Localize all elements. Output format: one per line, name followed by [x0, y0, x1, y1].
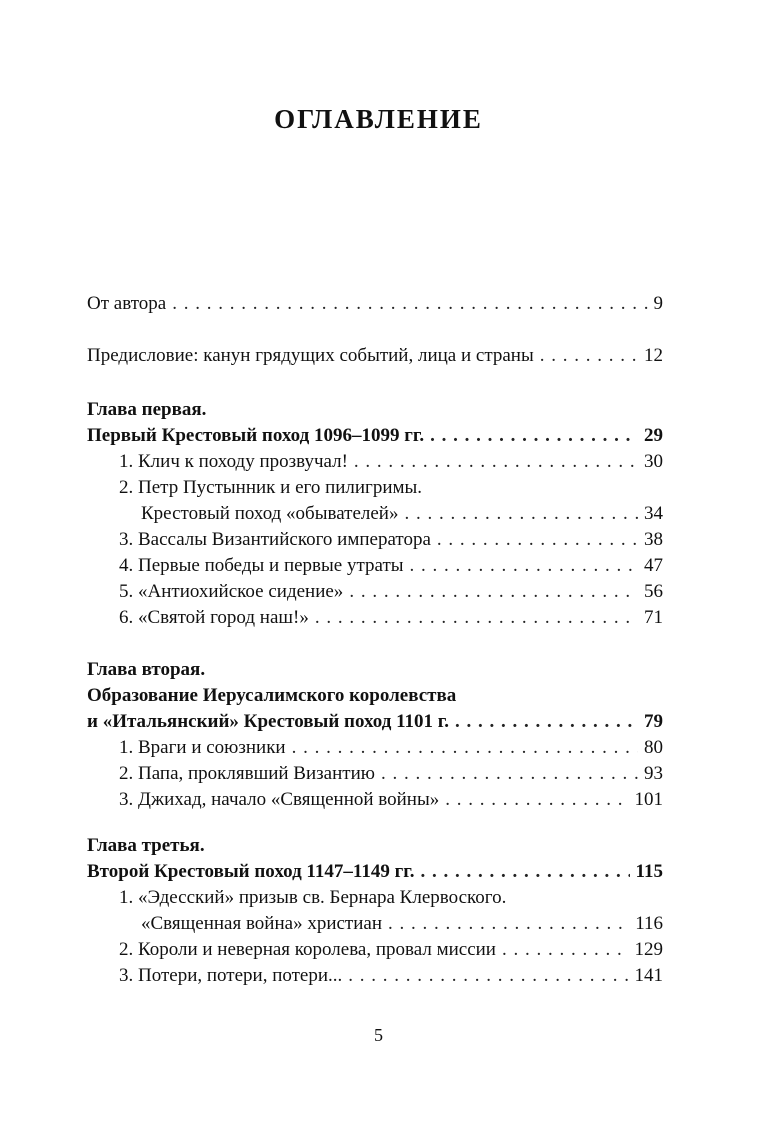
leader-dots: [315, 605, 638, 631]
leader-dots: [348, 963, 628, 989]
toc-entry-section[interactable]: [119, 787, 663, 813]
leader-dots: [349, 579, 638, 605]
leader-dots: [445, 787, 628, 813]
toc-entry-section[interactable]: [141, 911, 663, 937]
toc-entry-title: 3. Вассалы Византийского императора: [119, 529, 431, 550]
toc-entry-title: 1. Клич к походу прозвучал!: [119, 451, 348, 472]
leader-dots: [292, 735, 638, 761]
toc-entry-section-line[interactable]: 2. Петр Пустынник и его пилигримы.: [119, 477, 423, 498]
toc-entry-section[interactable]: [119, 937, 663, 963]
toc-entry-section[interactable]: [119, 579, 663, 605]
toc-entry-page: 116: [635, 913, 663, 934]
toc-entry-title: 1. Враги и союзники: [119, 737, 286, 758]
toc-entry-title: Предисловие: канун грядущих событий, лица и страны: [87, 345, 534, 366]
toc-entry-page: 56: [644, 581, 663, 602]
toc-entry-author[interactable]: [87, 291, 663, 317]
toc-entry-section[interactable]: [119, 761, 663, 787]
leader-dots: [410, 553, 638, 579]
toc-entry-page: 129: [634, 939, 663, 960]
toc-entry-page: 141: [634, 965, 663, 986]
toc-entry-title: Второй Крестовый поход 1147–1149 гг.: [87, 861, 415, 882]
leader-dots: [502, 937, 629, 963]
toc-entry-section[interactable]: [141, 501, 663, 527]
toc-entry-page: 30: [644, 451, 663, 472]
toc-entry-title: и «Итальянский» Крестовый поход 1101 г.: [87, 711, 450, 732]
leader-dots: [430, 423, 638, 449]
leader-dots: [420, 859, 629, 885]
toc-entry-title: 4. Первые победы и первые утраты: [119, 555, 404, 576]
chapter-2-title-line[interactable]: Образование Иерусалимского королевства: [87, 685, 457, 706]
toc-entry-page: 47: [644, 555, 663, 576]
toc-entry-title: Крестовый поход «обывателей»: [141, 503, 399, 524]
toc-entry-page: 101: [634, 789, 663, 810]
toc-entry-section[interactable]: [119, 449, 663, 475]
toc-entry-title: 3. Джихад, начало «Священной войны»: [119, 789, 440, 810]
toc-entry-section[interactable]: [119, 735, 663, 761]
toc-entry-page: 71: [644, 607, 663, 628]
page-title: ОГЛАВЛЕНИЕ: [274, 104, 483, 134]
toc-entry-page: 38: [644, 529, 663, 550]
toc-entry-title: 3. Потери, потери, потери...: [119, 965, 343, 986]
toc-entry-section[interactable]: [119, 553, 663, 579]
page-number: 5: [374, 1025, 383, 1045]
toc-entry-page: 9: [653, 293, 663, 314]
toc-entry-section[interactable]: [119, 605, 663, 631]
toc-entry-chapter-1[interactable]: [87, 423, 663, 449]
toc-entry-page: 29: [644, 425, 663, 446]
toc-entry-section-line[interactable]: 1. «Эдесский» призыв св. Бернара Клервоского.: [119, 887, 507, 908]
toc-entry-page: 93: [644, 763, 663, 784]
toc-entry-title: 5. «Антиохийское сидение»: [119, 581, 344, 602]
toc-entry-page: 34: [644, 503, 663, 524]
leader-dots: [437, 527, 638, 553]
chapter-2-label: Глава вторая.: [87, 659, 206, 680]
toc-entry-title: 2. Папа, проклявший Византию: [119, 763, 375, 784]
toc-entry-page: 12: [644, 345, 663, 366]
toc-entry-page: 80: [644, 737, 663, 758]
leader-dots: [381, 761, 638, 787]
toc-entry-title: От автора: [87, 293, 167, 314]
toc-entry-preface[interactable]: [87, 343, 663, 369]
chapter-3-label: Глава третья.: [87, 835, 205, 856]
toc-entry-chapter-3[interactable]: [87, 859, 663, 885]
toc-entry-title: Первый Крестовый поход 1096–1099 гг.: [87, 425, 425, 446]
toc-entry-page: 115: [635, 861, 663, 882]
leader-dots: [455, 709, 638, 735]
leader-dots: [354, 449, 638, 475]
toc-entry-title: «Священная война» христиан: [141, 913, 382, 934]
toc-entry-title: 2. Короли и неверная королева, провал миссии: [119, 939, 496, 960]
leader-dots: [404, 501, 638, 527]
toc-entry-section[interactable]: [119, 963, 663, 989]
leader-dots: [388, 911, 629, 937]
leader-dots: [172, 291, 647, 317]
chapter-1-label: Глава первая.: [87, 399, 207, 420]
toc-entry-section[interactable]: [119, 527, 663, 553]
toc-entry-title: 6. «Святой город наш!»: [119, 607, 309, 628]
leader-dots: [540, 343, 638, 369]
toc-entry-page: 79: [644, 711, 663, 732]
toc-entry-chapter-2[interactable]: [87, 709, 663, 735]
